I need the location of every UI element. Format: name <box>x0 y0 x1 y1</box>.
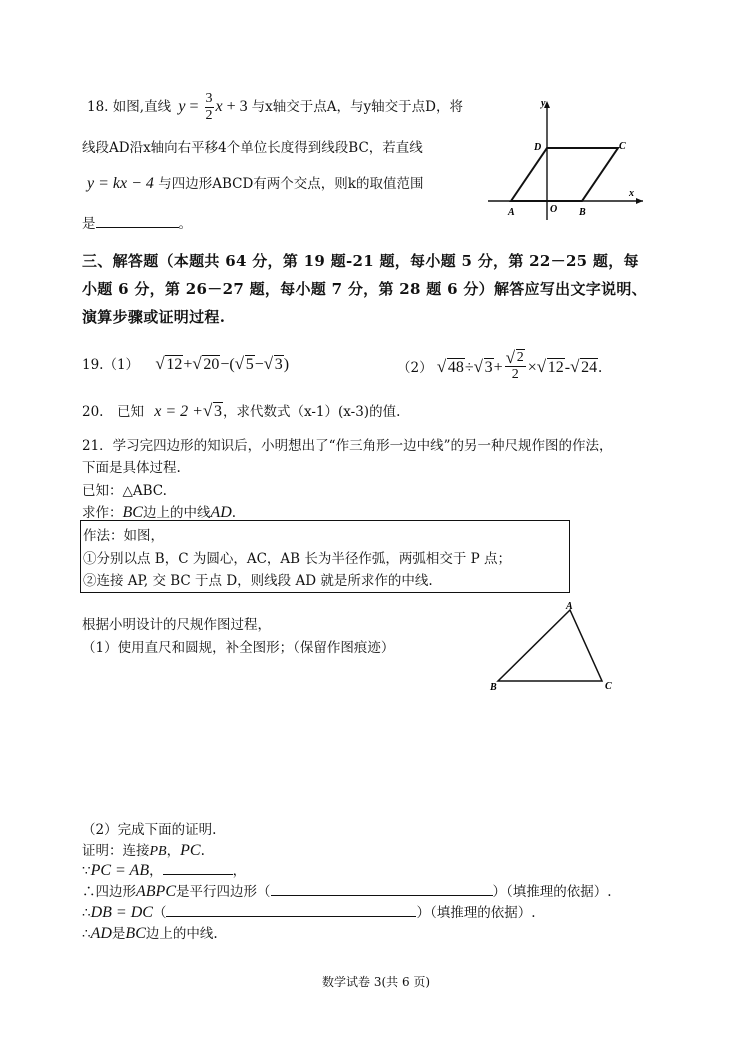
q20-line <box>82 400 400 421</box>
tri-label-A: A <box>566 601 573 612</box>
section3-line3: 演算步骤或证明过程. <box>82 308 226 326</box>
q21-box-line2: ①分别以点 B，C 为圆心，AC，AB 长为半径作弧，两弧相交于 P 点； <box>83 551 512 567</box>
tri-label-B: B <box>490 682 497 693</box>
q18-line2: 线段AD沿x轴向右平移4个单位长度得到线段BC，若直线 <box>82 140 423 156</box>
q19-expression-2: √ 48÷√ 3+ √ $\frac{2}{2}$ ×√ 12-√ 24. <box>437 359 602 376</box>
q21-proof-line1: 证明：连接PB，PC. <box>82 842 205 859</box>
q21-triangle-figure <box>484 598 624 698</box>
q21-seek: 求作：BC边上的中线AD. <box>82 504 237 521</box>
q18-equation-1: y = $\frac{3}{2}$ x + 3 <box>178 91 248 123</box>
label-O: O <box>550 204 558 215</box>
q21-part2-heading: （2）完成下面的证明. <box>82 822 217 838</box>
q21-line2: 下面是具体过程. <box>82 460 181 476</box>
q20-equation: x = 2 +√ 3 <box>154 403 223 420</box>
q20-text: ，求代数式（x-1）(x-3)的值. <box>222 404 401 420</box>
label-D: D <box>534 142 542 153</box>
q21-box-line3: ②连接 AP, 交 BC 于点 D，则线段 AD 就是所求作的中线. <box>83 573 433 589</box>
label-C: C <box>619 141 626 152</box>
section3-line2: 小题 6 分，第 26－27 题，每小题 7 分，第 28 题 6 分）解答应写出文字说明、 <box>82 280 647 298</box>
label-B: B <box>579 207 586 218</box>
q21-proof-line3: ∴四边形ABPC是平行四边形（ ）（填推理的依据）. <box>82 883 612 900</box>
label-y: y <box>541 98 546 109</box>
tri-label-C: C <box>605 681 612 692</box>
q21-line1: 21．学习完四边形的知识后，小明想出了“作三角形一边中线”的另一种尺规作图的作法， <box>82 438 613 454</box>
q21-proof-line2: ∵PC = AB， ， <box>82 862 247 879</box>
q21-box-line1: 作法：如图， <box>83 528 164 544</box>
q18-number: 18. <box>87 99 109 116</box>
q18-line3 <box>87 172 423 193</box>
q21-proof-line4: ∴DB = DC（ ）（填推理的依据）. <box>82 904 536 921</box>
q18-line1 <box>87 92 463 123</box>
q20-label: 20. 已知 <box>82 404 144 420</box>
q19-label: 19.（1） <box>82 357 140 373</box>
q18-text1a: 如图,直线 <box>112 99 172 116</box>
q18-text4: 是 <box>82 216 96 232</box>
page-footer: 数学试卷 3(共 6 页) <box>322 975 431 989</box>
q21-proof-blank-1[interactable] <box>163 874 233 875</box>
q21-known: 已知：△ABC. <box>82 483 167 499</box>
x-axis-arrow <box>636 198 643 204</box>
section3-line1: 三、解答题（本题共 64 分，第 19 题-21 题，每小题 5 分，第 22－25 题，每 <box>82 252 639 270</box>
q18-answer-blank[interactable] <box>96 227 179 228</box>
q18-text1b: 与x轴交于点A，与y轴交于点D，将 <box>251 99 463 116</box>
q19-expression-1: √ 12+√ 20−(√ 5−√ 3) <box>155 356 289 373</box>
q18-text3: 与四边形ABCD有两个交点，则k的取值范围 <box>158 176 424 192</box>
q19-part1 <box>82 353 289 374</box>
label-A: A <box>508 207 515 218</box>
parallelogram-abcd <box>511 148 618 201</box>
q19-part2 <box>397 342 603 382</box>
triangle-abc <box>498 610 602 681</box>
q18-figure <box>488 95 648 225</box>
q21-after1: 根据小明设计的尺规作图过程， <box>82 617 271 633</box>
q21-after2: （1）使用直尺和圆规，补全图形；（保留作图痕迹） <box>82 640 395 656</box>
q18-equation-2: y = kx − 4 <box>87 175 154 192</box>
q21-proof-blank-3[interactable] <box>166 916 416 917</box>
q21-proof-blank-2[interactable] <box>271 895 493 896</box>
q21-proof-line5: ∴AD是BC边上的中线. <box>82 925 218 942</box>
q18-line4 <box>82 212 192 232</box>
q18-text4-end: 。 <box>178 216 192 232</box>
q19-label2: （2） <box>397 360 433 377</box>
label-x: x <box>629 188 634 199</box>
